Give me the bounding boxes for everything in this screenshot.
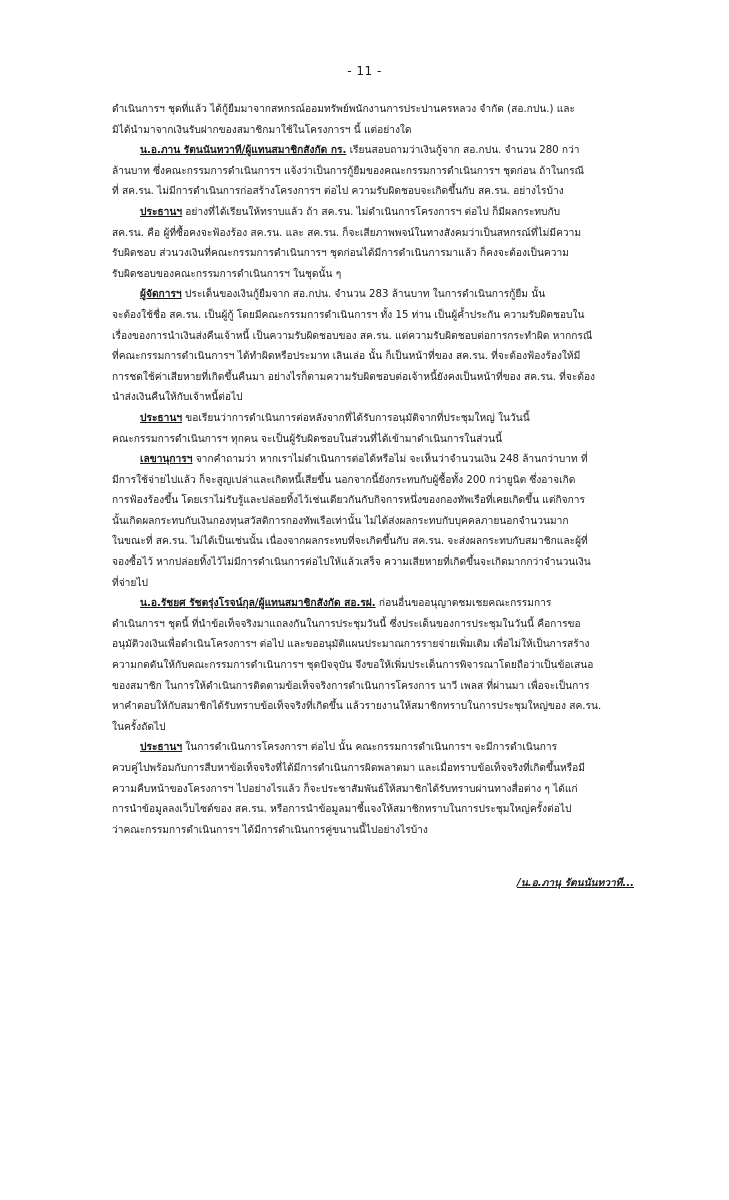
speaker-line	[112, 285, 632, 306]
text-line: จองซื้อไว้ หากปล่อยทิ้งไว้ไม่มีการดำเนินการต่อไปให้แล้วเสร็จ ความเสียหายที่เกิดขึ้นจะเกิดมากกว่าจำนวนเงิน	[112, 557, 591, 569]
paragraph	[112, 450, 632, 594]
speaker-line	[112, 450, 632, 471]
text-line: ที่จ่ายไป	[112, 577, 148, 589]
speaker-name: ประธานฯ	[140, 412, 183, 424]
text-line: ในครั้งถัดไป	[112, 721, 166, 733]
speaker-name: น.อ.รัชยศ รัชตรุ่งโรจน์กุล/ผู้แทนสมาชิกสังกัด สอ.รฝ.	[140, 598, 376, 610]
paragraph	[112, 409, 632, 450]
paragraph	[112, 738, 632, 841]
text-line: มิได้นำมาจากเงินรับฝากของสมาชิกมาใช้ในโครงการฯ นี้ แต่อย่างใด	[112, 124, 412, 136]
speaker-text: ขอเรียนว่าการดำเนินการต่อหลังจากที่ได้รับการอนุมัติจากที่ประชุมใหญ่ ในวันนี้	[182, 412, 530, 424]
text-line: อนุมัติวงเงินเพื่อดำเนินโครงการฯ ต่อไป และขออนุมัติแผนประมาณการรายจ่ายเพิ่มเติม เพื่อไม่ให้เป็นการสร้าง	[112, 639, 590, 651]
paragraph	[112, 141, 632, 203]
speaker-name: น.อ.ภาน รัตนนันทวาที/ผู้แทนสมาชิกสังกัด กร.	[140, 145, 347, 157]
speaker-name: ประธานฯ	[140, 206, 183, 218]
speaker-name: ผู้จัดการฯ	[140, 289, 182, 301]
text-line: ดำเนินการฯ ชุดนี้ ที่นำข้อเท็จจริงมาแถลงกันในการประชุมวันนี้ ซึ่งประเด็นของการประชุมในวันนี้ คือการขอ	[112, 618, 581, 630]
speaker-text: ประเด็นของเงินกู้ยืมจาก สอ.กปน. จำนวน 283 ล้านบาท ในการดำเนินการกู้ยืม นั้น	[181, 289, 546, 301]
paragraph	[112, 285, 632, 409]
speaker-name: เลขานุการฯ	[140, 454, 193, 466]
text-line: ล้านบาท ซึ่งคณะกรรมการดำเนินการฯ แจ้งว่าเป็นการกู้ยืมของคณะกรรมการดำเนินการฯ ชุดก่อน ถ้าในกรณี	[112, 165, 585, 177]
speaker-text: จากคำถามว่า หากเราไม่ดำเนินการต่อได้หรือไม่ จะเห็นว่าจำนวนเงิน 248 ล้านกว่าบาท ที่	[192, 454, 588, 466]
speaker-line	[112, 738, 632, 759]
text-line: ในขณะที่ สค.รน. ไม่ได้เป็นเช่นนั้น เนื่องจากผลกระทบที่จะเกิดขึ้นกับ สค.รน. จะส่งผลกระทบกับสมาชิกและผู้ที่	[112, 536, 588, 548]
speaker-text: อย่างที่ได้เรียนให้ทราบแล้ว ถ้า สค.รน. ไม่ดำเนินการโครงการฯ ต่อไป ก็มีผลกระทบกับ	[182, 206, 561, 218]
text-line: จะต้องใช้ชื่อ สค.รน. เป็นผู้กู้ โดยมีคณะกรรมการดำเนินการฯ ทั้ง 15 ท่าน เป็นผู้ค้ำประกัน ความรับผิดชอบใน	[112, 309, 585, 321]
speaker-line	[112, 409, 632, 430]
text-line: การนำข้อมูลลงเว็บไซต์ของ สค.รน. หรือการนำข้อมูลมาชี้แจงให้สมาชิกทราบในการประชุมใหญ่ครั้งต่อไป	[112, 804, 572, 816]
text-line: เรื่องของการนำเงินส่งคืนเจ้าหนี้ เป็นความรับผิดชอบของ สค.รน. แต่ความรับผิดชอบต่อการกระทำผิด หากกรณี	[112, 330, 593, 342]
minutes-body	[112, 100, 632, 841]
text-line: ที่ สค.รน. ไม่มีการดำเนินการก่อสร้างโครงการฯ ต่อไป ความรับผิดชอบจะเกิดขึ้นกับ สค.รน. อย่างไรบ้าง	[112, 186, 564, 198]
text-line: ที่คณะกรรมการดำเนินการฯ ได้ทำผิดหรือประมาท เลินเล่อ นั้น ก็เป็นหน้าที่ของ สค.รน. ที่จะต้องฟ้องร้องให้มี	[112, 351, 581, 363]
paragraph	[112, 100, 632, 141]
text-line: ควบคู่ไปพร้อมกับการสืบหาข้อเท็จจริงที่ได้มีการดำเนินการผิดพลาดมา และเมื่อทราบข้อเท็จจริงที่เกิดขึ้นหรือมี	[112, 763, 585, 774]
speaker-text: ก่อนอื่นขออนุญาตชมเชยคณะกรรมการ	[375, 598, 552, 610]
text-line: ของสมาชิก ในการให้ดำเนินการติดตามข้อเท็จจริงการดำเนินการโครงการ นาวี เพลส ที่ผ่านมา เพื่อจะเป็นการ	[112, 680, 590, 692]
text-line: ดำเนินการฯ ชุดที่แล้ว ได้กู้ยืมมาจากสหกรณ์ออมทรัพย์พนักงานการประปานครหลวง จำกัด (สอ.กปน.) และ	[112, 104, 576, 115]
paragraph	[112, 203, 632, 285]
text-line: ว่าคณะกรรมการดำเนินการฯ ได้มีการดำเนินการคู่ขนานนี้ไปอย่างไรบ้าง	[112, 824, 428, 836]
text-line: การฟ้องร้องขึ้น โดยเราไม่รับรู้และปล่อยทิ้งไว้เช่นเดียวกันกับกิจการหนึ่งของกองทัพเรือที่เคยเกิดขึ้น แต่กิจการ	[112, 495, 585, 507]
continuation-reference: /น.อ.ภานุ รัตนนันทวาที...	[517, 878, 634, 889]
text-line: นั้นเกิดผลกระทบกับเงินกองทุนสวัสดิการกองทัพเรือเท่านั้น ไม่ได้ส่งผลกระทบกับบุคคลภายนอกจำนวนมาก	[112, 515, 569, 527]
speaker-line	[112, 203, 632, 224]
text-line: มีการใช้จ่ายไปแล้ว ก็จะสูญเปล่าและเกิดหนี้เสียขึ้น นอกจากนี้ยังกระทบกับผู้ซื้อทั้ง 200 กว่ายูนิต ซึ่งอาจเกิด	[112, 474, 576, 486]
text-line: รับผิดชอบ ส่วนวงเงินที่คณะกรรมการดำเนินการฯ ชุดก่อนได้มีการดำเนินการมาแล้ว ก็คงจะต้องเป็นความ	[112, 248, 569, 260]
text-line: การชดใช้ค่าเสียหายที่เกิดขึ้นคืนมา อย่างไรก็ตามความรับผิดชอบต่อเจ้าหนี้ยังคงเป็นหน้าที่ของ สค.รน. ที่จะต้อง	[112, 371, 596, 383]
speaker-text: เรียนสอบถามว่าเงินกู้จาก สอ.กปน. จำนวน 280 กว่า	[346, 145, 580, 157]
speaker-name: ประธานฯ	[140, 742, 183, 754]
text-line: คณะกรรมการดำเนินการฯ ทุกคน จะเป็นผู้รับผิดชอบในส่วนที่ได้เข้ามาดำเนินการในส่วนนี้	[112, 433, 503, 445]
text-line: ความกดดันให้กับคณะกรรมการดำเนินการฯ ชุดปัจจุบัน จึงขอให้เพิ่มประเด็นการพิจารณาโดยถือว่าเป็นข้อเสนอ	[112, 660, 594, 672]
text-line: นำส่งเงินคืนให้กับเจ้าหนี้ต่อไป	[112, 392, 243, 404]
paragraph	[112, 594, 632, 738]
text-line: หาคำตอบให้กับสมาชิกได้รับทราบข้อเท็จจริงที่เกิดขึ้น แล้วรายงานให้สมาชิกทราบในการประชุมใหญ่ของ สค.รน.	[112, 701, 602, 713]
text-line: ความคืบหน้าของโครงการฯ ไปอย่างไรแล้ว ก็จะประชาสัมพันธ์ให้สมาชิกได้รับทราบผ่านทางสื่อต่าง ๆ ได้แก่	[112, 783, 578, 795]
speaker-text: ในการดำเนินการโครงการฯ ต่อไป นั้น คณะกรรมการดำเนินการฯ จะมีการดำเนินการ	[182, 742, 558, 754]
text-line: รับผิดชอบของคณะกรรมการดำเนินการฯ ในชุดนั้น ๆ	[112, 268, 342, 280]
page-number: - 11 -	[347, 64, 382, 78]
text-line: สค.รน. คือ ผู้ที่ซื้อคงจะฟ้องร้อง สค.รน. และ สค.รน. ก็จะเสียภาพพจน์ในทางสังคมว่าเป็นสหกรณ์ที่ไม่มีความ	[112, 227, 582, 239]
speaker-line	[112, 141, 632, 162]
speaker-line	[112, 594, 632, 615]
